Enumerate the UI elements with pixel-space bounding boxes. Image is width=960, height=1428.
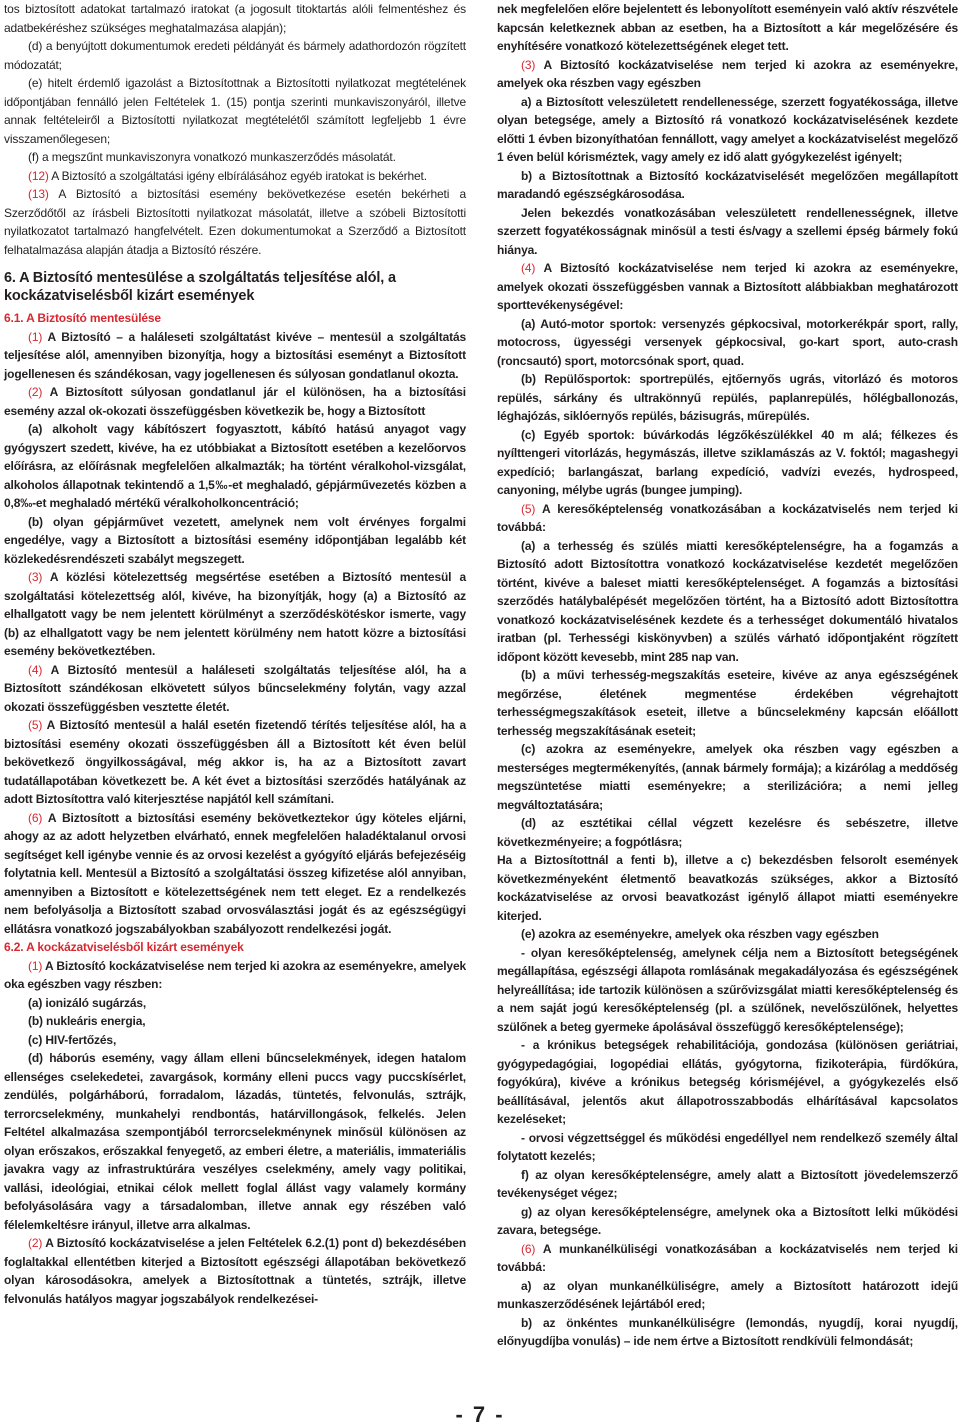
paragraph-text: A Biztosító kockázatviselése nem terjed ki azokra az eseményekre, amelyek okozati összefüggésben vannak a Biztosított alábbiakban meghatározott sporttevékenységével: — [497, 261, 958, 312]
paragraph-text: a) az olyan munkanélküliségre, amely a Biztosított határozott idejű munkaszerződésének lejártából ered; — [497, 1278, 958, 1311]
paragraph — [497, 204, 958, 260]
paragraph-text: 6.2. A kockázatviselésből kizárt események — [4, 940, 244, 954]
paragraph-text: (e) azokra az eseményekre, amelyek oka részben vagy egészben — [521, 927, 879, 941]
paragraph-text: (d) az esztétikai céllal végzett kezelésre és sebészetre, illetve következményeire; a fogpótlásra; — [497, 816, 958, 849]
paragraph-number: (4) — [521, 261, 536, 275]
list-item — [497, 537, 958, 667]
list-item — [497, 167, 958, 204]
paragraph — [4, 809, 466, 939]
paragraph-text: (b) nukleáris energia, — [28, 1014, 146, 1028]
paragraph-text: nek megfelelően előre bejelentett és lebonyolított eseményein való aktív részvétele kapcsán keletkeznek abban az esetben, ha a Biztosított a kár megelőzésére és enyhítésére vonatkozó kötelezettségének eleget tett. — [497, 2, 958, 53]
paragraph-text: Jelen bekezdés vonatkozásában veleszületett rendellenességnek, illetve szerzett fogyatékosságnak minősül a testi és/vagy a szellemi épség bármely fokú hiánya. — [497, 205, 958, 257]
paragraph-text: A közlési kötelezettség megsértése esetében a Biztosító mentesül a szolgáltatási kötelezettség alól, kivéve, ha bizonyítják, hogy (a) a Biztosító az elhallgatott vagy be nem jelentett körülményt a szerződéskötéskor ismerte, vagy (b) az elhallgatott vagy be nem jelentett körülmény nem hatott közre a biztosítási esemény bekövetkeztében. — [4, 570, 466, 658]
paragraph-text: g) az olyan keresőképtelenségre, amelynek oka a Biztosított lelki működési zavara, betegsége. — [497, 1204, 958, 1237]
paragraph — [4, 1234, 466, 1308]
left-column — [4, 0, 466, 1308]
paragraph-text: A Biztosító – a haláleseti szolgáltatást kivéve – mentesül a szolgáltatás teljesítése alól, amennyiben bizonyítja, hogy a biztosítási eseményt a Biztosított jogellenesen és szándékosan, vagy jogellenesen és súlyosan gondatlanul okozta. — [4, 329, 466, 381]
paragraph-text: (c) azokra az eseményekre, amelyek oka részben vagy egészben a mesterséges megtermékenyítés, (annak bármely formája); a kizárólag a meddőség megszüntetése miatti eseményekre; a sterilizációra; a nemi jelleg megváltoztatására; — [497, 742, 958, 812]
page-number: - 7 - — [455, 1402, 505, 1427]
paragraph-text: - a krónikus betegségek rehabilitációja, gondozása (különösen geriátriai, gyógypedagógiai, logopédiai ellátás, gyógytorna, fizikoterápia, fürdőkúra, fogyókúra), kivéve a krónikus betegség kórisméjével, a gyógykezelés első beállításával, jelentős akut állapotrosszabbodás elhárításával kapcsolatos kezeléseket; — [497, 1038, 958, 1126]
paragraph — [4, 661, 466, 717]
paragraph — [4, 513, 466, 569]
paragraph-number: (3) — [28, 570, 43, 584]
paragraph-text: (c) Egyéb sportok: búvárkodás légzőkészülékkel 40 m alá; félkezes és nyílttengeri vitorlázás, hegymászás, illetve sziklamászás az V. foktól; magashegyi expedíció; barlangászat, barlang expedíció, vadvízi evezés, hydrospeed, canyoning, mélybe ugrás (bungee jumping). — [497, 427, 958, 497]
paragraph-text: (e) hitelt érdemlő igazolást a Biztosítottnak a Biztosítotti nyilatkozat megtételének időpontjában fennálló jelen Feltételek 1. (15) pontja szerinti munkaviszonyáról, illetve annak feltételeiről a Biztosítotti nyilatkozat megtételétől számított legfeljebb 1 évre visszamenőlegesen; — [4, 76, 466, 146]
paragraph-number: (12) — [28, 168, 49, 183]
paragraph-text: (d) háborús esemény, vagy állam elleni bűncselekmények, idegen hatalom ellenséges cselekedetei, zavargások, kormány elleni puccs vagy puccskísérlet, zendülés, polgárháború, forradalom, lázadás, tüntetés, felvonulás, sztrájk, terrorcselekmény, munkahelyi rendbontás, határvillongások, felkelés. Jelen Feltétel alkalmazása szempontjából terrorcselekménynek minősül különösen az olyan erőszakos, erőszakkal fenyegető, az emberi életre, a materiális, immateriális javakra vagy az infrastruktúrára veszélyes cselekmény, amely vagy politikai, vallási, ideológiai, etnikai célok mellett foglal állást vagy valamely kormány befolyásolására vagy a társadalomban, illetve annak egy részében való félelemkeltésre irányul, illetve arra alkalmas. — [4, 1051, 466, 1232]
paragraph-text: (d) a benyújtott dokumentumok eredeti példányát és bármely adathordozón rögzített módozatát; — [4, 39, 466, 72]
list-item — [497, 1036, 958, 1129]
paragraph-text: b) az önkéntes munkanélküliségre (lemondás, nyugdíj, korai nyugdíj, előnyugdíjba vonulás) – ide nem értve a Biztosított rendkívüli felmondását; — [497, 1315, 958, 1348]
paragraph — [4, 167, 466, 186]
paragraph-text: A Biztosító a biztosítási esemény bekövetkezése esetén bekérheti a Szerződőtől az írásbeli Biztosítotti nyilatkozat másolatát, illetve a szóbeli Biztosítotti nyilatkozatot tartalmazó hangfelvételt. Ezen dokumentumokat a Szerződő a Biztosított felhatalmazása alapján átadja a Biztosító részére. — [4, 187, 466, 257]
paragraph-number: (6) — [521, 1241, 536, 1256]
paragraph — [497, 0, 958, 56]
paragraph-text: (b) a művi terhesség-megszakítás eseteire, kivéve az anya egészségének megőrzése, életének megmentése érdekében végrehajtott terhességmegszakítások eseteit, illetve a bűncselekmény kapcsán előállott terhesség megszakításának eseteit; — [497, 668, 958, 738]
list-item — [4, 994, 466, 1013]
paragraph-number: (1) — [28, 958, 43, 973]
list-item — [4, 1012, 466, 1031]
list-item — [497, 814, 958, 851]
paragraph-text: (b) olyan gépjárművet vezetett, amelynek nem volt érvényes forgalmi engedélye, vagy a Biztosított a biztosítási esemény időpontjában legalább két közlekedésrendészeti szabályt megszegett. — [4, 514, 466, 566]
paragraph — [4, 37, 466, 74]
paragraph — [4, 383, 466, 420]
list-item — [497, 1129, 958, 1166]
paragraph-text: A Biztosító kockázatviselése a jelen Feltételek 6.2.(1) pont d) bekezdésében foglaltakkal ellentétben kiterjed a Biztosított egészségi állapotában bekövetkező olyan károsodásokra, amelyek a Biztosítottnak a tüntetés, sztrájk, illetve felvonulás hatályos magyar jogszabályok rendelkezései- — [4, 1236, 466, 1306]
list-item — [497, 666, 958, 740]
section-heading — [4, 269, 466, 305]
paragraph — [497, 259, 958, 315]
paragraph — [4, 716, 466, 809]
paragraph-number: (5) — [28, 718, 43, 732]
list-item — [497, 315, 958, 371]
paragraph-number: (5) — [521, 501, 536, 516]
list-item — [497, 93, 958, 167]
paragraph — [4, 328, 466, 384]
paragraph-number: (13) — [28, 187, 49, 201]
paragraph-text: (f) a megszűnt munkaviszonyra vonatkozó munkaszerződés másolatát. — [28, 150, 396, 164]
list-item — [4, 1049, 466, 1234]
paragraph-number: (2) — [28, 1236, 43, 1250]
list-item — [497, 944, 958, 1037]
list-item — [497, 1166, 958, 1203]
paragraph-text: A keresőképtelenség vonatkozásában a kockázatviselés nem terjed ki továbbá: — [497, 501, 958, 534]
paragraph — [497, 500, 958, 537]
paragraph — [4, 0, 466, 37]
paragraph — [497, 1240, 958, 1277]
paragraph-text: (b) Repülősportok: sportrepülés, ejtőernyős ugrás, vitorlázó és motoros repülés, sárkány és ultrakönnyű repülés, paplanrepülés, hőlégballonozás, léghajózás, siklóernyős repülés, bázisugrás, műrepülés. — [497, 372, 958, 423]
paragraph — [4, 74, 466, 148]
paragraph — [4, 568, 466, 661]
paragraph-text: - orvosi végzettséggel és működési engedéllyel nem rendelkező személy által folytatott kezelés; — [497, 1130, 958, 1163]
paragraph-text: A Biztosító mentesül a haláleseti szolgáltatás teljesítése alól, ha a Biztosított szándékosan elkövetett súlyos bűncselekmény folytán, vagy azzal okozati összefüggésben vesztette életét. — [4, 662, 466, 714]
list-item — [497, 1314, 958, 1351]
paragraph-number: (1) — [28, 329, 43, 344]
paragraph-text: A munkanélküliségi vonatkozásában a kockázatviselés nem terjed ki továbbá: — [497, 1241, 958, 1274]
paragraph-text: A Biztosító kockázatviselése nem terjed ki azokra az eseményekre, amelyek oka egészben vagy részben: — [4, 958, 466, 991]
paragraph-text: (a) ionizáló sugárzás, — [28, 995, 147, 1010]
paragraph-text: b) a Biztosítottnak a Biztosító kockázatviselését megelőzően megállapított maradandó egészségkárosodása. — [497, 168, 958, 201]
paragraph-text: Ha a Biztosítottnál a fenti b), illetve a c) bekezdésben felsorolt események következményeként életmentő beavatkozás szükséges, akkor a Biztosító kockázatviselése az orvosi beavatkozást igénylő állapot miatti eseményekre kiterjed. — [497, 853, 958, 923]
paragraph-number: (3) — [521, 57, 536, 72]
paragraph-number: (2) — [28, 385, 43, 399]
paragraph — [4, 185, 466, 259]
subsection-heading — [4, 309, 466, 328]
paragraph — [497, 56, 958, 93]
paragraph-text: f) az olyan keresőképtelenségre, amely alatt a Biztosított jövedelemszerző tevékenységet végez; — [497, 1167, 958, 1200]
paragraph-text: 6. A Biztosító mentesülése a szolgáltatás teljesítése alól, a kockázatviselésből kizárt események — [4, 270, 396, 304]
list-item — [497, 925, 958, 944]
right-column — [497, 0, 958, 1351]
list-item — [497, 1203, 958, 1240]
paragraph-text: A Biztosított súlyosan gondatlanul jár el különösen, ha a biztosítási esemény azzal ok-okozati összefüggésben következik be, hogy a Biztosított — [4, 385, 466, 418]
paragraph — [4, 420, 466, 513]
paragraph — [4, 148, 466, 167]
paragraph-text: A Biztosító mentesül a halál esetén fizetendő térítés teljesítése alól, ha a biztosítási esemény okozati összefüggésben áll a Biztosított két éven belül bekövetkező öngyilkosságával, még akkor is, ha az a Biztosított zavart tudatállapotában következett be. A két évet a biztosítási szerződés hatályának az adott Biztosítottra való kiterjesztése napjától kell számítani. — [4, 718, 466, 806]
paragraph-text: A Biztosító kockázatviselése nem terjed ki azokra az eseményekre, amelyek oka részben vagy egészben — [497, 57, 958, 90]
list-item — [497, 426, 958, 500]
paragraph-text: A Biztosított a biztosítási esemény bekövetkeztekor úgy köteles eljárni, ahogy az az adott helyzetben elvárható, ennek megfelelően haladéktalanul orvosi segítséget kell igénybe vennie és az orvosi kezelést a gyógyító eljárás befejezéséig folytatnia kell. Mentesül a Biztosító a szolgáltatási összeg kifizetése alól annyiban, amennyiben a Biztosított e kötelezettségének nem tett eleget. Ez a rendelkezés nem befolyásolja a Biztosított szabad orvosválasztási jogát és az egészségügyi ellátásra vonatkozó jogszabályokban szabályozott rendelkezési jogát. — [4, 810, 466, 936]
list-item — [4, 1031, 466, 1050]
paragraph-text: (c) HIV-fertőzés, — [28, 1032, 117, 1047]
paragraph-text: A Biztosító a szolgáltatási igény elbírálásához egyéb iratokat is bekérhet. — [48, 168, 427, 183]
paragraph-text: a) a Biztosított veleszületett rendellenessége, szerzett fogyatékossága, illetve olyan betegsége, amely a Biztosító rá vonatkozó kockázatviselésének kezdete előtti 1 évben bizonyíthatóan fennállott, vagy amelyet a kockázatviselést megelőző 1 éven belül kórisméztek, vagy amely ez idő alatt gyógykezelést igényelt; — [497, 94, 958, 164]
paragraph-text: 6.1. A Biztosító mentesülése — [4, 311, 161, 325]
paragraph-number: (4) — [28, 662, 43, 677]
paragraph-number: (6) — [28, 810, 43, 825]
list-item — [497, 740, 958, 814]
paragraph-text: tos biztosított adatokat tartalmazó iratokat (a jogosult titoktartás alóli felmentéshez és adatbekéréshez szükséges meghatalmazása alapján); — [4, 2, 466, 35]
paragraph — [497, 851, 958, 925]
paragraph-text: - olyan keresőképtelenség, amelynek célja nem a Biztosított betegségének megállapítása, egészségi állapota romlásának megakadályozása és egészségének helyreállítása; ide tartozik különösen a szűrővizsgálat miatti keresőképtelenség és a nem saját jogú keresőképtelenség (pl. a szülőnek, nevelőszülőnek, helyettes szülőnek a beteg gyermeke ápolásával összefüggő keresőképtelensége); — [497, 945, 958, 1034]
subsection-heading — [4, 938, 466, 957]
list-item — [497, 1277, 958, 1314]
paragraph-text: (a) alkoholt vagy kábítószert fogyasztott, kábító hatású anyagot vagy gyógyszert szedett, kivéve, ha ez utóbbiakat a Biztosított esetében a kezelőorvos előírásra, az előírásnak megfelelően alkalmazták; ha történt véralkohol-vizsgálat, alkoholos állapotnak tekintendő a 1,5‰-et meghaladó, gépjárművezetés közben a 0,8‰-et meghaladó mértékű véralkoholkoncentráció; — [4, 422, 466, 510]
paragraph — [4, 957, 466, 994]
list-item — [497, 370, 958, 426]
paragraph-text: (a) a terhesség és szülés miatti keresőképtelenségre, ha a fogamzás a Biztosító adott Biztosítottra vonatkozó kockázatviselése kezdetét megelőzően történt, kivéve a baleset miatti keresőképtelenséget. A fogamzás a biztosítási szerződés hatálybalépését megelőzően történt, ha a Biztosító adott Biztosítottra vonatkozó kockázatviselésének kezdete és a terhességet dokumentáló hivatalos iratban (pl. Terhességi kiskönyvben) a szülés várható időpontjaként rögzített időpont között kevesebb, mint 285 nap van. — [497, 538, 958, 664]
paragraph-text: (a) Autó-motor sportok: versenyzés gépkocsival, motorkerékpár sport, rally, motocross, ügyességi versenyek gépkocsival, go-kart sport, auto-crash (roncsautó) sport, motorcsónak sport, quad. — [497, 316, 958, 368]
